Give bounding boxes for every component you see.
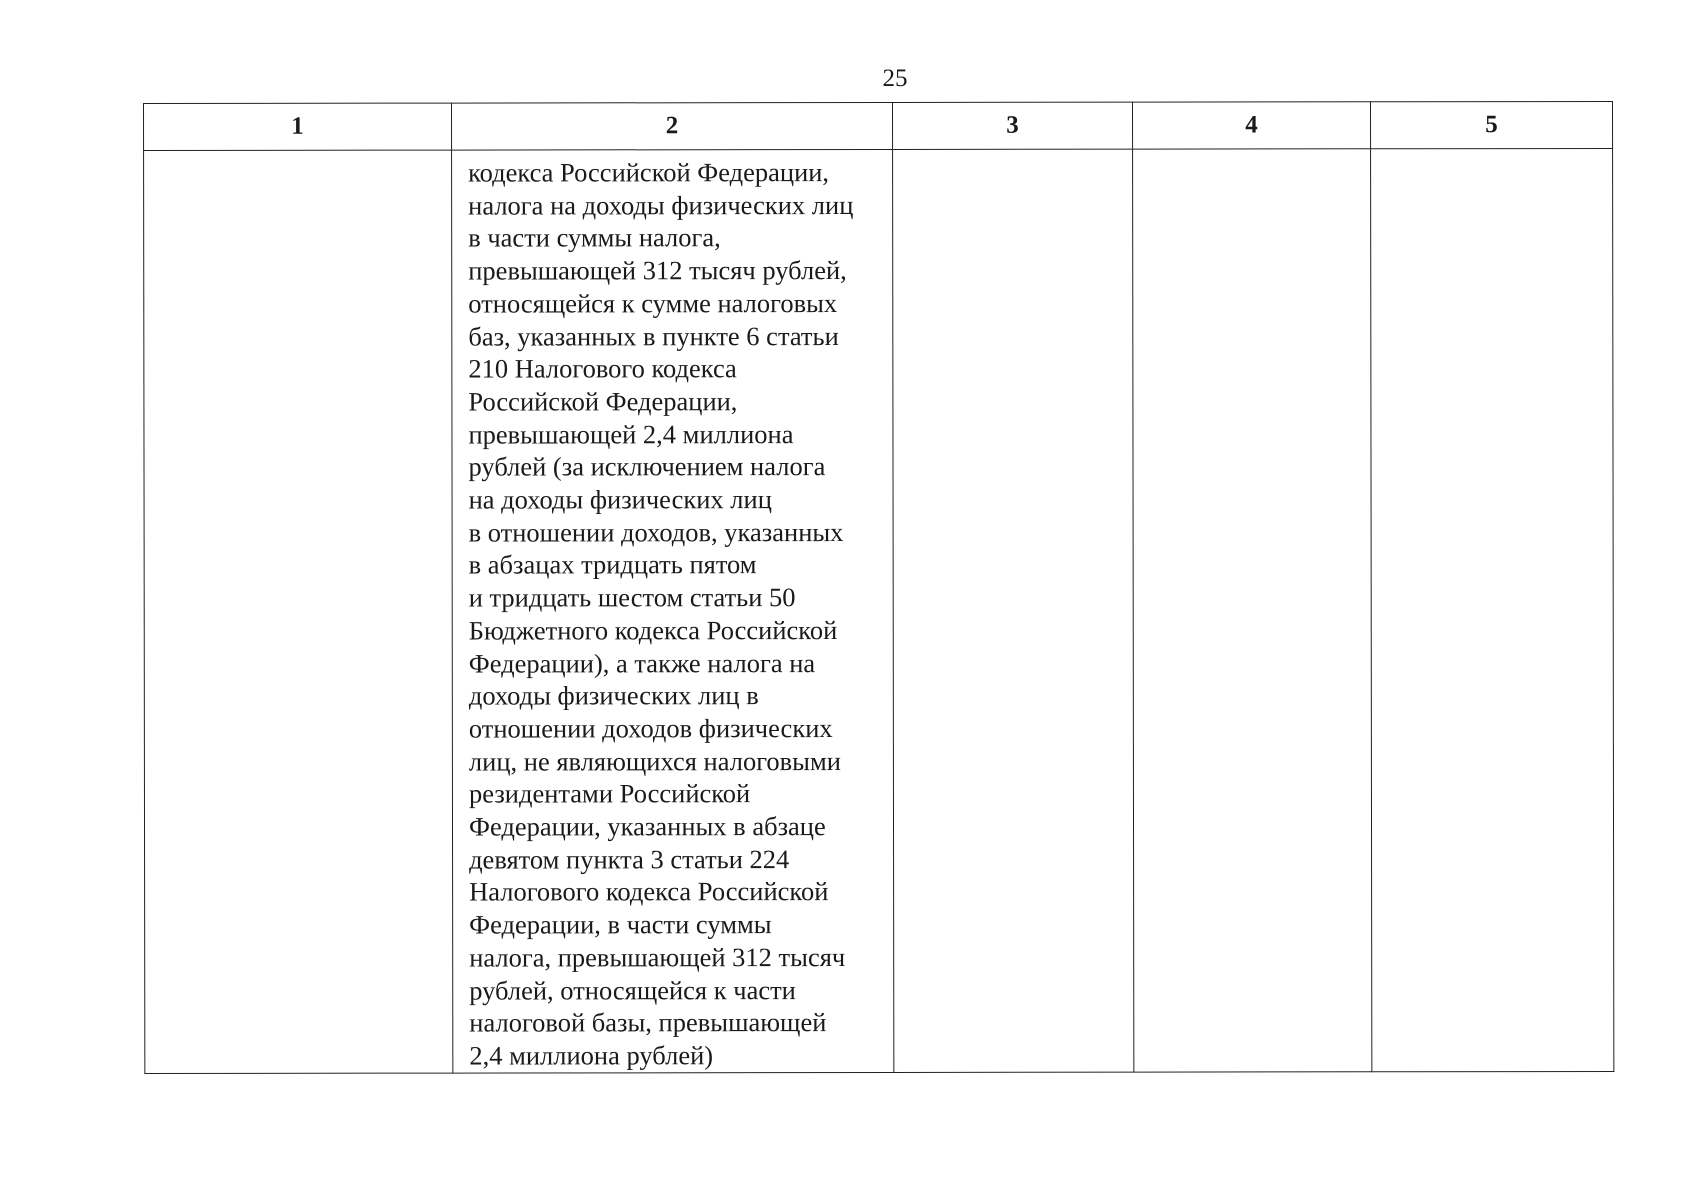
text-line: превышающей 2,4 миллиона <box>468 418 794 450</box>
column-header-4: 4 <box>1132 102 1370 149</box>
table-header-row <box>144 101 1613 150</box>
text-line: лиц, не являющихся налоговыми <box>468 745 841 777</box>
text-line: Налогового кодекса Российской <box>469 876 829 908</box>
text-line: доходы физических лиц в <box>468 680 759 711</box>
column-header-1: 1 <box>144 103 452 150</box>
column-2-text <box>452 150 893 1072</box>
text-line: в части суммы налога, <box>468 222 721 253</box>
text-line: налоговой базы, превышающей <box>469 1007 827 1038</box>
cell-column-5 <box>1371 148 1614 1071</box>
text-line: кодекса Российской Федерации, <box>468 157 830 188</box>
text-line: Федерации, указанных в абзаце <box>468 811 826 842</box>
text-line: 210 Налогового кодекса <box>468 353 737 384</box>
text-line: превышающей 312 тысяч рублей, <box>468 255 847 286</box>
cell-column-3 <box>893 149 1134 1072</box>
column-header-3: 3 <box>892 102 1132 149</box>
cell-column-2 <box>452 149 894 1072</box>
text-line: в абзацах тридцать пятом <box>468 549 757 580</box>
text-line: баз, указанных в пункте 6 статьи <box>468 320 839 352</box>
text-line: 2,4 миллиона рублей) <box>469 1040 714 1071</box>
text-line: отношении доходов физических <box>468 712 833 744</box>
document-table <box>143 101 1614 1074</box>
text-line: рублей, относящейся к части <box>469 974 796 1006</box>
text-line: рублей (за исключением налога <box>468 451 826 482</box>
text-line: Федерации), а также налога на <box>468 647 816 679</box>
cell-column-1 <box>144 150 453 1073</box>
column-header-5: 5 <box>1370 101 1612 148</box>
text-line: на доходы физических лиц <box>468 484 772 515</box>
text-line: налога, превышающей 312 тысяч <box>469 941 846 973</box>
text-line: Бюджетного кодекса Российской <box>468 614 838 646</box>
text-line: резидентами Российской <box>468 778 751 809</box>
text-line: и тридцать шестом статьи 50 <box>468 582 796 613</box>
cell-column-4 <box>1133 149 1372 1072</box>
text-line: налога на доходы физических лиц <box>468 189 854 221</box>
text-line: Российской Федерации, <box>468 386 738 417</box>
table-row <box>144 148 1614 1073</box>
column-header-2: 2 <box>452 102 893 150</box>
text-line: Федерации, в части суммы <box>469 909 772 940</box>
text-line: в отношении доходов, указанных <box>468 516 844 548</box>
page-number: 25 <box>882 65 908 92</box>
text-line: девятом пункта 3 статьи 224 <box>469 843 790 875</box>
text-line: относящейся к сумме налоговых <box>468 287 838 319</box>
